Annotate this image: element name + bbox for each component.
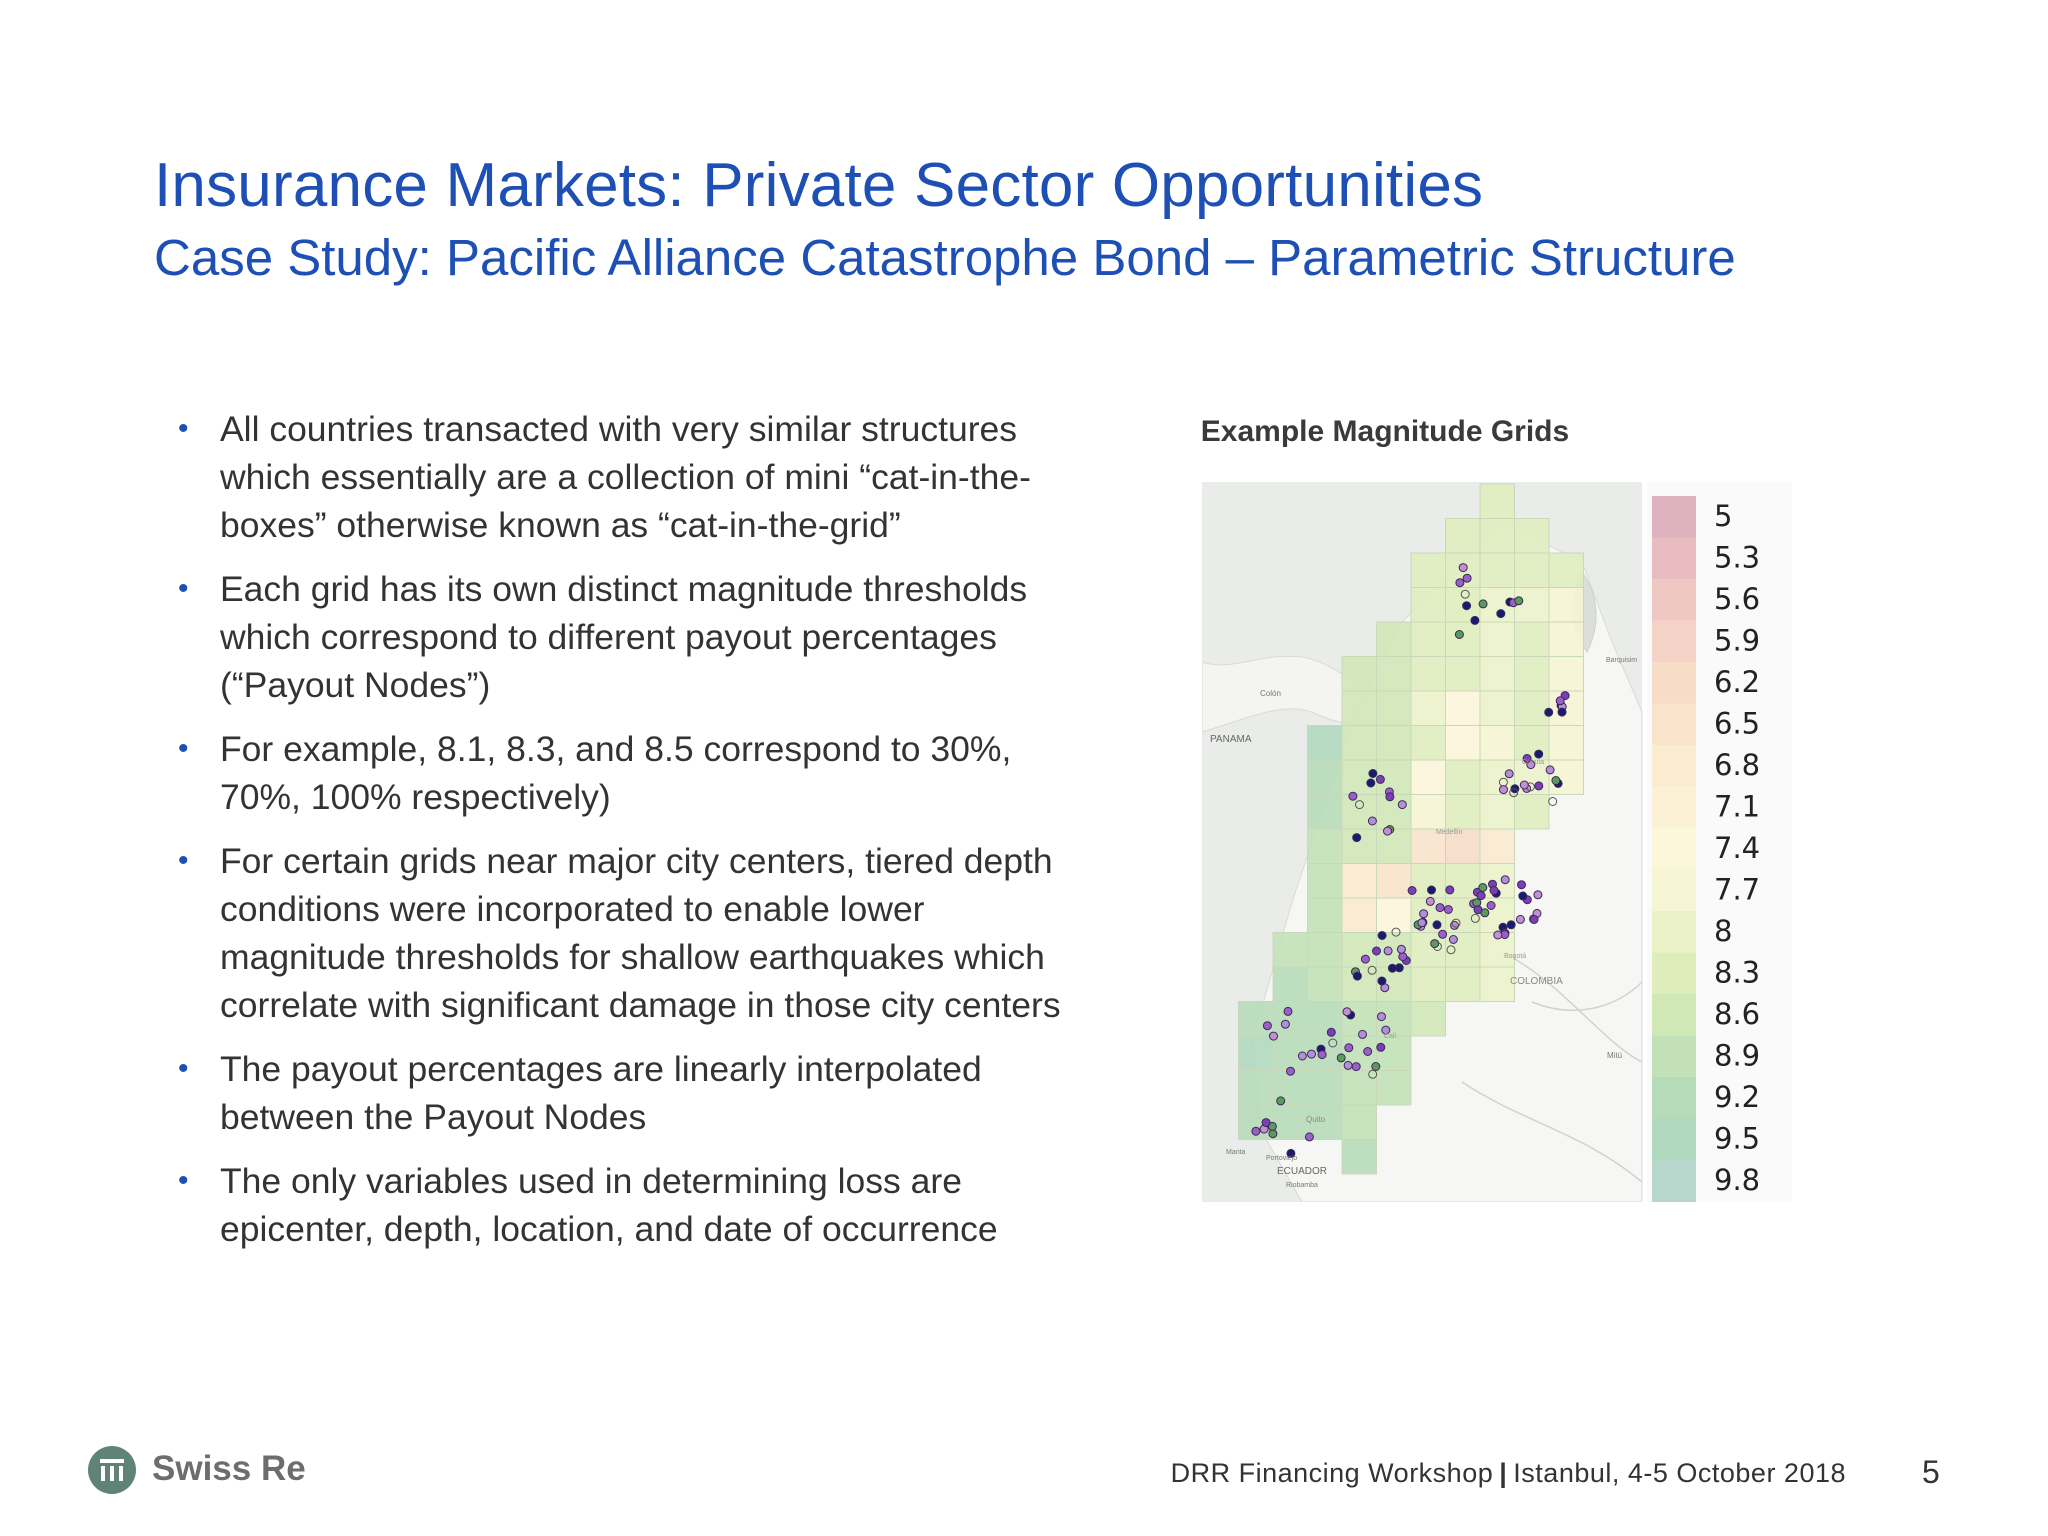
- figure-title: Example Magnitude Grids: [1200, 415, 1570, 448]
- earthquake-point: [1361, 955, 1369, 963]
- earthquake-point: [1479, 884, 1487, 892]
- earthquake-point: [1463, 574, 1471, 582]
- grid-cell: [1480, 691, 1515, 726]
- legend-swatch: [1652, 745, 1696, 787]
- legend-swatch: [1652, 579, 1696, 621]
- bullet-dot: •: [178, 1164, 189, 1197]
- footer-event-info: [1171, 1458, 1846, 1489]
- legend-label: 5.3: [1714, 540, 1761, 575]
- legend-swatch: [1652, 1119, 1696, 1161]
- bullet-text: The payout percentages are linearly interpolated between the Payout Nodes: [220, 1049, 982, 1137]
- map-label: Cali: [1384, 1033, 1397, 1040]
- earthquake-point: [1439, 930, 1447, 938]
- legend-swatch: [1652, 994, 1696, 1036]
- grid-cell: [1342, 1140, 1377, 1175]
- earthquake-point: [1518, 881, 1526, 889]
- grid-cell: [1411, 1002, 1446, 1037]
- grid-cell: [1308, 1071, 1343, 1106]
- grid-cell: [1308, 1002, 1343, 1037]
- legend-swatch: [1652, 496, 1696, 538]
- map-label: Quito: [1306, 1115, 1326, 1124]
- grid-cell: [1342, 657, 1377, 692]
- grid-cell: [1411, 622, 1446, 657]
- earthquake-point: [1490, 887, 1498, 895]
- bullet-dot: •: [178, 732, 189, 765]
- earthquake-point: [1369, 770, 1377, 778]
- earthquake-point: [1397, 945, 1405, 953]
- grid-cell: [1342, 933, 1377, 968]
- grid-cell: [1515, 726, 1550, 761]
- grid-cell: [1446, 967, 1481, 1002]
- legend-label: 6.8: [1714, 748, 1761, 782]
- map-label: Medellín: [1436, 829, 1463, 836]
- grid-cell: [1411, 726, 1446, 761]
- earthquake-point: [1552, 777, 1560, 785]
- grid-cell: [1446, 519, 1481, 554]
- earthquake-point: [1494, 931, 1502, 939]
- map-label: Portoviejo: [1266, 1155, 1298, 1162]
- legend-label: 8.3: [1714, 955, 1761, 990]
- footer-separator: |: [1499, 1458, 1508, 1488]
- grid-cell: [1308, 864, 1343, 899]
- grid-cell: [1446, 726, 1481, 761]
- earthquake-point: [1487, 902, 1495, 910]
- grid-cell: [1308, 760, 1343, 795]
- earthquake-point: [1298, 1052, 1306, 1060]
- grid-cell: [1273, 933, 1308, 968]
- bullet-text: Each grid has its own distinct magnitude thresholds which correspond to different payout percentages (“Payout Nodes”): [220, 569, 1028, 705]
- grid-cell: [1480, 553, 1515, 588]
- grid-cell: [1239, 1036, 1274, 1071]
- bullet-list: [178, 405, 1088, 1269]
- grid-cell: [1411, 795, 1446, 830]
- grid-cell: [1377, 691, 1412, 726]
- legend-label: 5.9: [1714, 623, 1761, 658]
- grid-cell: [1446, 622, 1481, 657]
- grid-cell: [1342, 1071, 1377, 1106]
- earthquake-point: [1515, 597, 1523, 605]
- earthquake-point: [1519, 892, 1527, 900]
- grid-cell: [1480, 622, 1515, 657]
- earthquake-point: [1270, 1032, 1278, 1040]
- legend-label: 7.4: [1714, 831, 1761, 865]
- map-label: COLOMBIA: [1510, 976, 1563, 987]
- earthquake-point: [1535, 782, 1543, 790]
- earthquake-point: [1388, 964, 1396, 972]
- earthquake-point: [1263, 1022, 1271, 1030]
- grid-cell: [1308, 967, 1343, 1002]
- grid-cell: [1273, 1002, 1308, 1037]
- grid-cell: [1549, 726, 1584, 761]
- earthquake-point: [1284, 1007, 1292, 1015]
- grid-cell: [1308, 898, 1343, 933]
- earthquake-point: [1479, 600, 1487, 608]
- earthquake-point: [1353, 972, 1361, 980]
- grid-cell: [1480, 657, 1515, 692]
- grid-cell: [1377, 829, 1412, 864]
- legend-swatch: [1652, 787, 1696, 829]
- earthquake-point: [1556, 697, 1564, 705]
- legend-label: 5: [1714, 499, 1733, 533]
- earthquake-point: [1546, 766, 1554, 774]
- earthquake-point: [1420, 910, 1428, 918]
- grid-cell: [1377, 898, 1412, 933]
- grid-cell: [1342, 726, 1377, 761]
- bullet-text: For certain grids near major city centers, tiered depth conditions were incorporated to enable lower magnitude thresholds for shallow earthquakes which correlate with significant damage in those city centers: [220, 841, 1061, 1025]
- grid-cell: [1515, 691, 1550, 726]
- bullet-item: [178, 1157, 1088, 1253]
- brand-name: Swiss Re: [152, 1449, 306, 1488]
- legend-swatch: [1652, 911, 1696, 953]
- earthquake-point: [1456, 579, 1464, 587]
- earthquake-point: [1344, 1061, 1352, 1069]
- earthquake-point: [1262, 1119, 1270, 1127]
- grid-cell: [1446, 795, 1481, 830]
- grid-cell: [1308, 726, 1343, 761]
- earthquake-point: [1378, 977, 1386, 985]
- grid-cell: [1342, 864, 1377, 899]
- earthquake-point: [1520, 781, 1528, 789]
- earthquake-point: [1305, 1133, 1313, 1141]
- grid-cell: [1411, 760, 1446, 795]
- grid-cell: [1377, 1036, 1412, 1071]
- earthquake-point: [1364, 1048, 1372, 1056]
- earthquake-point: [1497, 610, 1505, 618]
- earthquake-point: [1471, 616, 1479, 624]
- grid-cell: [1239, 1002, 1274, 1037]
- footer-event: DRR Financing Workshop: [1170, 1458, 1494, 1488]
- grid-cell: [1549, 553, 1584, 588]
- legend-swatch: [1652, 870, 1696, 912]
- grid-cell: [1515, 622, 1550, 657]
- grid-cell: [1377, 795, 1412, 830]
- grid-cell: [1308, 795, 1343, 830]
- legend-label: 7.7: [1714, 872, 1761, 907]
- grid-cell: [1342, 1105, 1377, 1140]
- grid-cell: [1342, 898, 1377, 933]
- grid-cell: [1377, 726, 1412, 761]
- grid-cell: [1377, 1071, 1412, 1106]
- earthquake-point: [1463, 602, 1471, 610]
- grid-cell: [1411, 691, 1446, 726]
- bullet-dot: •: [178, 412, 189, 445]
- grid-cell: [1480, 726, 1515, 761]
- earthquake-point: [1352, 1063, 1360, 1071]
- earthquake-point: [1327, 1028, 1335, 1036]
- map-label: ECUADOR: [1277, 1166, 1328, 1177]
- earthquake-point: [1431, 940, 1439, 948]
- legend-swatch: [1652, 1160, 1696, 1202]
- swiss-re-logo-icon: [88, 1446, 136, 1494]
- earthquake-point: [1399, 953, 1407, 961]
- earthquake-point: [1359, 1030, 1367, 1038]
- grid-cell: [1273, 967, 1308, 1002]
- earthquake-point: [1446, 886, 1454, 894]
- legend-label: 9.8: [1714, 1163, 1761, 1197]
- grid-cell: [1480, 484, 1515, 519]
- earthquake-point: [1535, 750, 1543, 758]
- grid-cell: [1411, 588, 1446, 623]
- earthquake-point: [1376, 775, 1384, 783]
- earthquake-point: [1408, 887, 1416, 895]
- grid-cell: [1549, 622, 1584, 657]
- footer-location-date: Istanbul, 4-5 October 2018: [1513, 1458, 1846, 1488]
- earthquake-point: [1353, 834, 1361, 842]
- earthquake-point: [1455, 631, 1463, 639]
- earthquake-point: [1386, 793, 1394, 801]
- bullet-text: The only variables used in determining loss are epicenter, depth, location, and date of occurrence: [220, 1161, 998, 1249]
- grid-cell: [1342, 691, 1377, 726]
- legend-swatch: [1652, 662, 1696, 704]
- earthquake-point: [1308, 1050, 1316, 1058]
- earthquake-point: [1281, 1020, 1289, 1028]
- earthquake-point: [1474, 906, 1482, 914]
- grid-cell: [1239, 1071, 1274, 1106]
- earthquake-point: [1501, 876, 1509, 884]
- grid-cell: [1515, 657, 1550, 692]
- earthquake-point: [1287, 1067, 1295, 1075]
- grid-cell: [1411, 657, 1446, 692]
- earthquake-point: [1367, 779, 1375, 787]
- grid-cell: [1446, 657, 1481, 692]
- legend-label: 8: [1714, 914, 1733, 948]
- grid-cell: [1549, 588, 1584, 623]
- earthquake-point: [1373, 947, 1381, 955]
- bullet-item: [178, 1045, 1088, 1141]
- legend-swatch: [1652, 1036, 1696, 1078]
- earthquake-point: [1500, 786, 1508, 794]
- map-label: PANAMA: [1210, 734, 1252, 745]
- grid-cell: [1411, 553, 1446, 588]
- bullet-item: [178, 405, 1088, 549]
- earthquake-point: [1477, 892, 1485, 900]
- earthquake-point: [1558, 708, 1566, 716]
- map-label: Barquisim: [1606, 657, 1638, 664]
- earthquake-point: [1418, 919, 1426, 927]
- grid-cell: [1377, 622, 1412, 657]
- earthquake-point: [1426, 897, 1434, 905]
- legend-label: 8.6: [1714, 997, 1761, 1031]
- earthquake-point: [1436, 904, 1444, 912]
- bullet-item: [178, 837, 1088, 1029]
- earthquake-point: [1277, 1097, 1285, 1105]
- legend-label: 6.2: [1714, 665, 1761, 699]
- legend-label: 9.2: [1714, 1080, 1761, 1114]
- earthquake-point: [1349, 792, 1357, 800]
- legend-swatch: [1652, 953, 1696, 995]
- map-label: Bogotá: [1504, 953, 1527, 960]
- earthquake-point: [1384, 947, 1392, 955]
- page-number: 5: [1922, 1454, 1940, 1490]
- map-label: Cúcuta: [1522, 759, 1545, 766]
- grid-cell: [1411, 967, 1446, 1002]
- bullet-dot: •: [178, 1052, 189, 1085]
- earthquake-point: [1345, 1044, 1353, 1052]
- earthquake-point: [1372, 1063, 1380, 1071]
- earthquake-point: [1343, 1008, 1351, 1016]
- earthquake-point: [1377, 1043, 1385, 1051]
- legend-label: 6.5: [1714, 706, 1761, 741]
- earthquake-point: [1378, 1013, 1386, 1021]
- grid-cell: [1446, 691, 1481, 726]
- legend-label: 5.6: [1714, 582, 1761, 616]
- earthquake-point: [1545, 708, 1553, 716]
- bullet-item: [178, 725, 1088, 821]
- legend-swatch: [1652, 621, 1696, 663]
- earthquake-point: [1507, 921, 1515, 929]
- map-label: Colón: [1260, 689, 1281, 698]
- earthquake-point: [1505, 770, 1513, 778]
- earthquake-point: [1459, 564, 1467, 572]
- grid-cell: [1377, 864, 1412, 899]
- earthquake-point: [1530, 916, 1538, 924]
- earthquake-point: [1378, 932, 1386, 940]
- earthquake-point: [1384, 827, 1392, 835]
- legend-swatch: [1652, 538, 1696, 580]
- map-label: Riobamba: [1286, 1182, 1318, 1189]
- legend-label: 8.9: [1714, 1038, 1761, 1073]
- earthquake-point: [1368, 817, 1376, 825]
- grid-cell: [1308, 829, 1343, 864]
- earthquake-point: [1337, 1054, 1345, 1062]
- earthquake-point: [1428, 886, 1436, 894]
- bullet-item: [178, 565, 1088, 709]
- grid-cell: [1515, 519, 1550, 554]
- grid-cell: [1273, 1105, 1308, 1140]
- earthquake-point: [1398, 801, 1406, 809]
- map-label: Mitú: [1607, 1051, 1623, 1060]
- slide-title: Insurance Markets: Private Sector Opportunities: [154, 151, 1484, 220]
- legend-label: 7.1: [1714, 789, 1761, 824]
- earthquake-point: [1318, 1051, 1326, 1059]
- legend-swatch: [1652, 704, 1696, 746]
- grid-cell: [1342, 1002, 1377, 1037]
- grid-cell: [1480, 519, 1515, 554]
- legend-label: 9.5: [1714, 1121, 1761, 1156]
- bullet-text: All countries transacted with very similar structures which essentially are a collection of mini “cat-in-the-boxes” otherwise known as “cat-in-the-grid”: [220, 409, 1031, 545]
- map-label: Manta: [1226, 1149, 1246, 1156]
- grid-cell: [1480, 829, 1515, 864]
- earthquake-point: [1449, 936, 1457, 944]
- bullet-dot: •: [178, 844, 189, 877]
- legend-swatch: [1652, 828, 1696, 870]
- earthquake-point: [1534, 891, 1542, 899]
- grid-cell: [1377, 657, 1412, 692]
- grid-cell: [1480, 795, 1515, 830]
- earthquake-point: [1433, 921, 1441, 929]
- legend-swatch: [1652, 1077, 1696, 1119]
- grid-cell: [1515, 795, 1550, 830]
- grid-cell: [1446, 760, 1481, 795]
- earthquake-point: [1269, 1130, 1277, 1138]
- earthquake-point: [1516, 915, 1524, 923]
- bullet-dot: •: [178, 572, 189, 605]
- earthquake-point: [1252, 1127, 1260, 1135]
- bullet-text: For example, 8.1, 8.3, and 8.5 correspond to 30%, 70%, 100% respectively): [220, 729, 1012, 817]
- grid-cell: [1515, 553, 1550, 588]
- magnitude-grid-map: [1202, 482, 1792, 1202]
- earthquake-point: [1444, 906, 1452, 914]
- grid-cell: [1549, 657, 1584, 692]
- slide-subtitle: Case Study: Pacific Alliance Catastrophe Bond – Parametric Structure: [154, 229, 1736, 286]
- grid-cell: [1308, 933, 1343, 968]
